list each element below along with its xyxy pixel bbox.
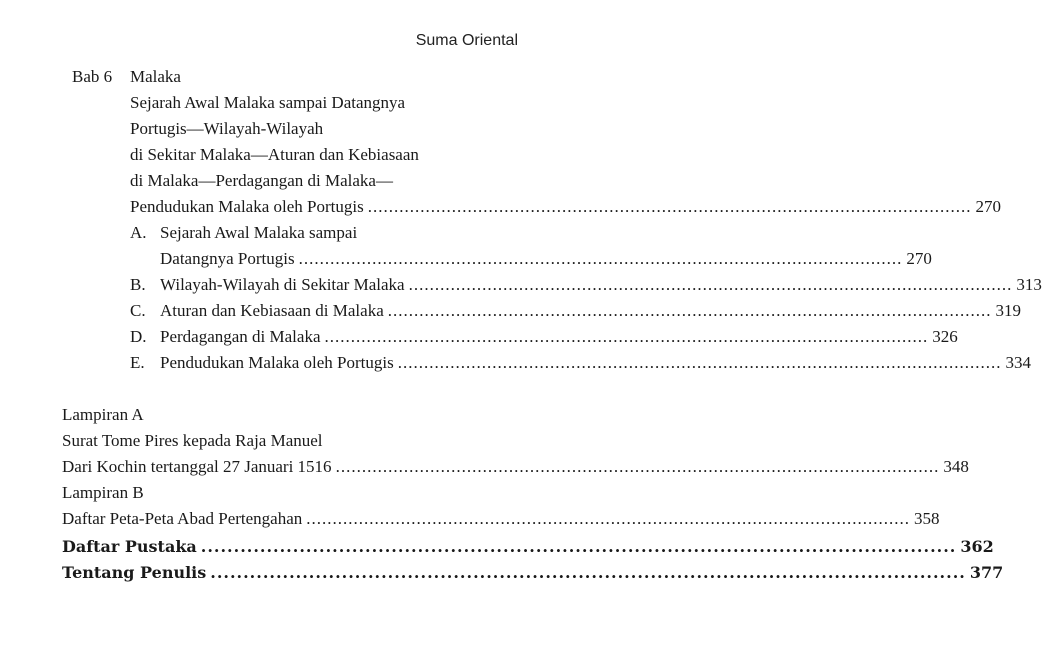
- section-entry-row: [160, 248, 932, 270]
- about-author-entry-row: [62, 562, 1004, 584]
- section-label: C.: [130, 301, 146, 320]
- section-entry-row: [130, 274, 1042, 296]
- dot-leader: ...................................................................................................................: [397, 353, 1002, 372]
- page-number: 377: [969, 563, 1004, 582]
- page-number: 319: [995, 301, 1021, 320]
- section-entry-row: [130, 326, 958, 348]
- appendix-label: Lampiran B: [62, 483, 144, 502]
- dot-leader: ...................................................................................................................: [367, 197, 972, 216]
- chapter-summary-line: di Sekitar Malaka—Aturan dan Kebiasaan: [130, 145, 419, 164]
- appendix-entry-row: [62, 508, 940, 530]
- dot-leader: ...................................................................................................................: [408, 275, 1013, 294]
- page-number: 348: [943, 457, 969, 476]
- chapter-entry: [72, 66, 181, 88]
- page-number: 313: [1016, 275, 1042, 294]
- appendix-title: Daftar Peta-Peta Abad Pertengahan: [62, 509, 303, 528]
- chapter-label: Bab 6: [72, 67, 113, 86]
- page-number: 270: [975, 197, 1001, 216]
- section-entry-row: [130, 352, 1031, 374]
- dot-leader: ...................................................................................................................: [200, 537, 957, 556]
- appendix-label: Lampiran A: [62, 405, 144, 424]
- section-entry: [130, 222, 357, 244]
- appendix-entry-row: [62, 456, 969, 478]
- page-number: 270: [906, 249, 932, 268]
- dot-leader: ...................................................................................................................: [306, 509, 911, 528]
- section-label: D.: [130, 327, 147, 346]
- dot-leader: ...................................................................................................................: [298, 249, 903, 268]
- section-label: B.: [130, 275, 146, 294]
- section-entry-row: [130, 300, 1021, 322]
- chapter-summary-line: di Malaka—Perdagangan di Malaka—: [130, 171, 393, 190]
- section-title: Sejarah Awal Malaka sampai: [160, 223, 358, 242]
- dot-leader: ...................................................................................................................: [210, 563, 966, 582]
- chapter-title: Malaka: [130, 67, 181, 86]
- section-title: Aturan dan Kebiasaan di Malaka: [160, 301, 384, 320]
- page-number: 326: [932, 327, 958, 346]
- dot-leader: ...................................................................................................................: [335, 457, 940, 476]
- running-header: Suma Oriental: [415, 32, 518, 49]
- section-label: A.: [130, 223, 147, 242]
- chapter-summary-line: Portugis—Wilayah-Wilayah: [130, 119, 324, 138]
- about-author-title: Tentang Penulis: [62, 563, 207, 582]
- chapter-summary-last: Pendudukan Malaka oleh Portugis: [130, 197, 364, 216]
- bibliography-title: Daftar Pustaka: [62, 537, 197, 556]
- dot-leader: ...................................................................................................................: [387, 301, 992, 320]
- bibliography-entry-row: [62, 536, 994, 558]
- dot-leader: ...................................................................................................................: [324, 327, 929, 346]
- chapter-summary-last-row: [130, 196, 1001, 218]
- page-number: 362: [960, 537, 994, 556]
- page-number: 334: [1005, 353, 1031, 372]
- section-label: E.: [130, 353, 145, 372]
- section-title: Pendudukan Malaka oleh Portugis: [160, 353, 394, 372]
- chapter-summary-line: Sejarah Awal Malaka sampai Datangnya: [130, 93, 406, 112]
- section-title: Wilayah-Wilayah di Sekitar Malaka: [160, 275, 405, 294]
- appendix-title-cont: Dari Kochin tertanggal 27 Januari 1516: [62, 457, 332, 476]
- section-title-cont: Datangnya Portugis: [160, 249, 295, 268]
- page-number: 358: [914, 509, 940, 528]
- section-title: Perdagangan di Malaka: [160, 327, 321, 346]
- appendix-title: Surat Tome Pires kepada Raja Manuel: [62, 431, 323, 450]
